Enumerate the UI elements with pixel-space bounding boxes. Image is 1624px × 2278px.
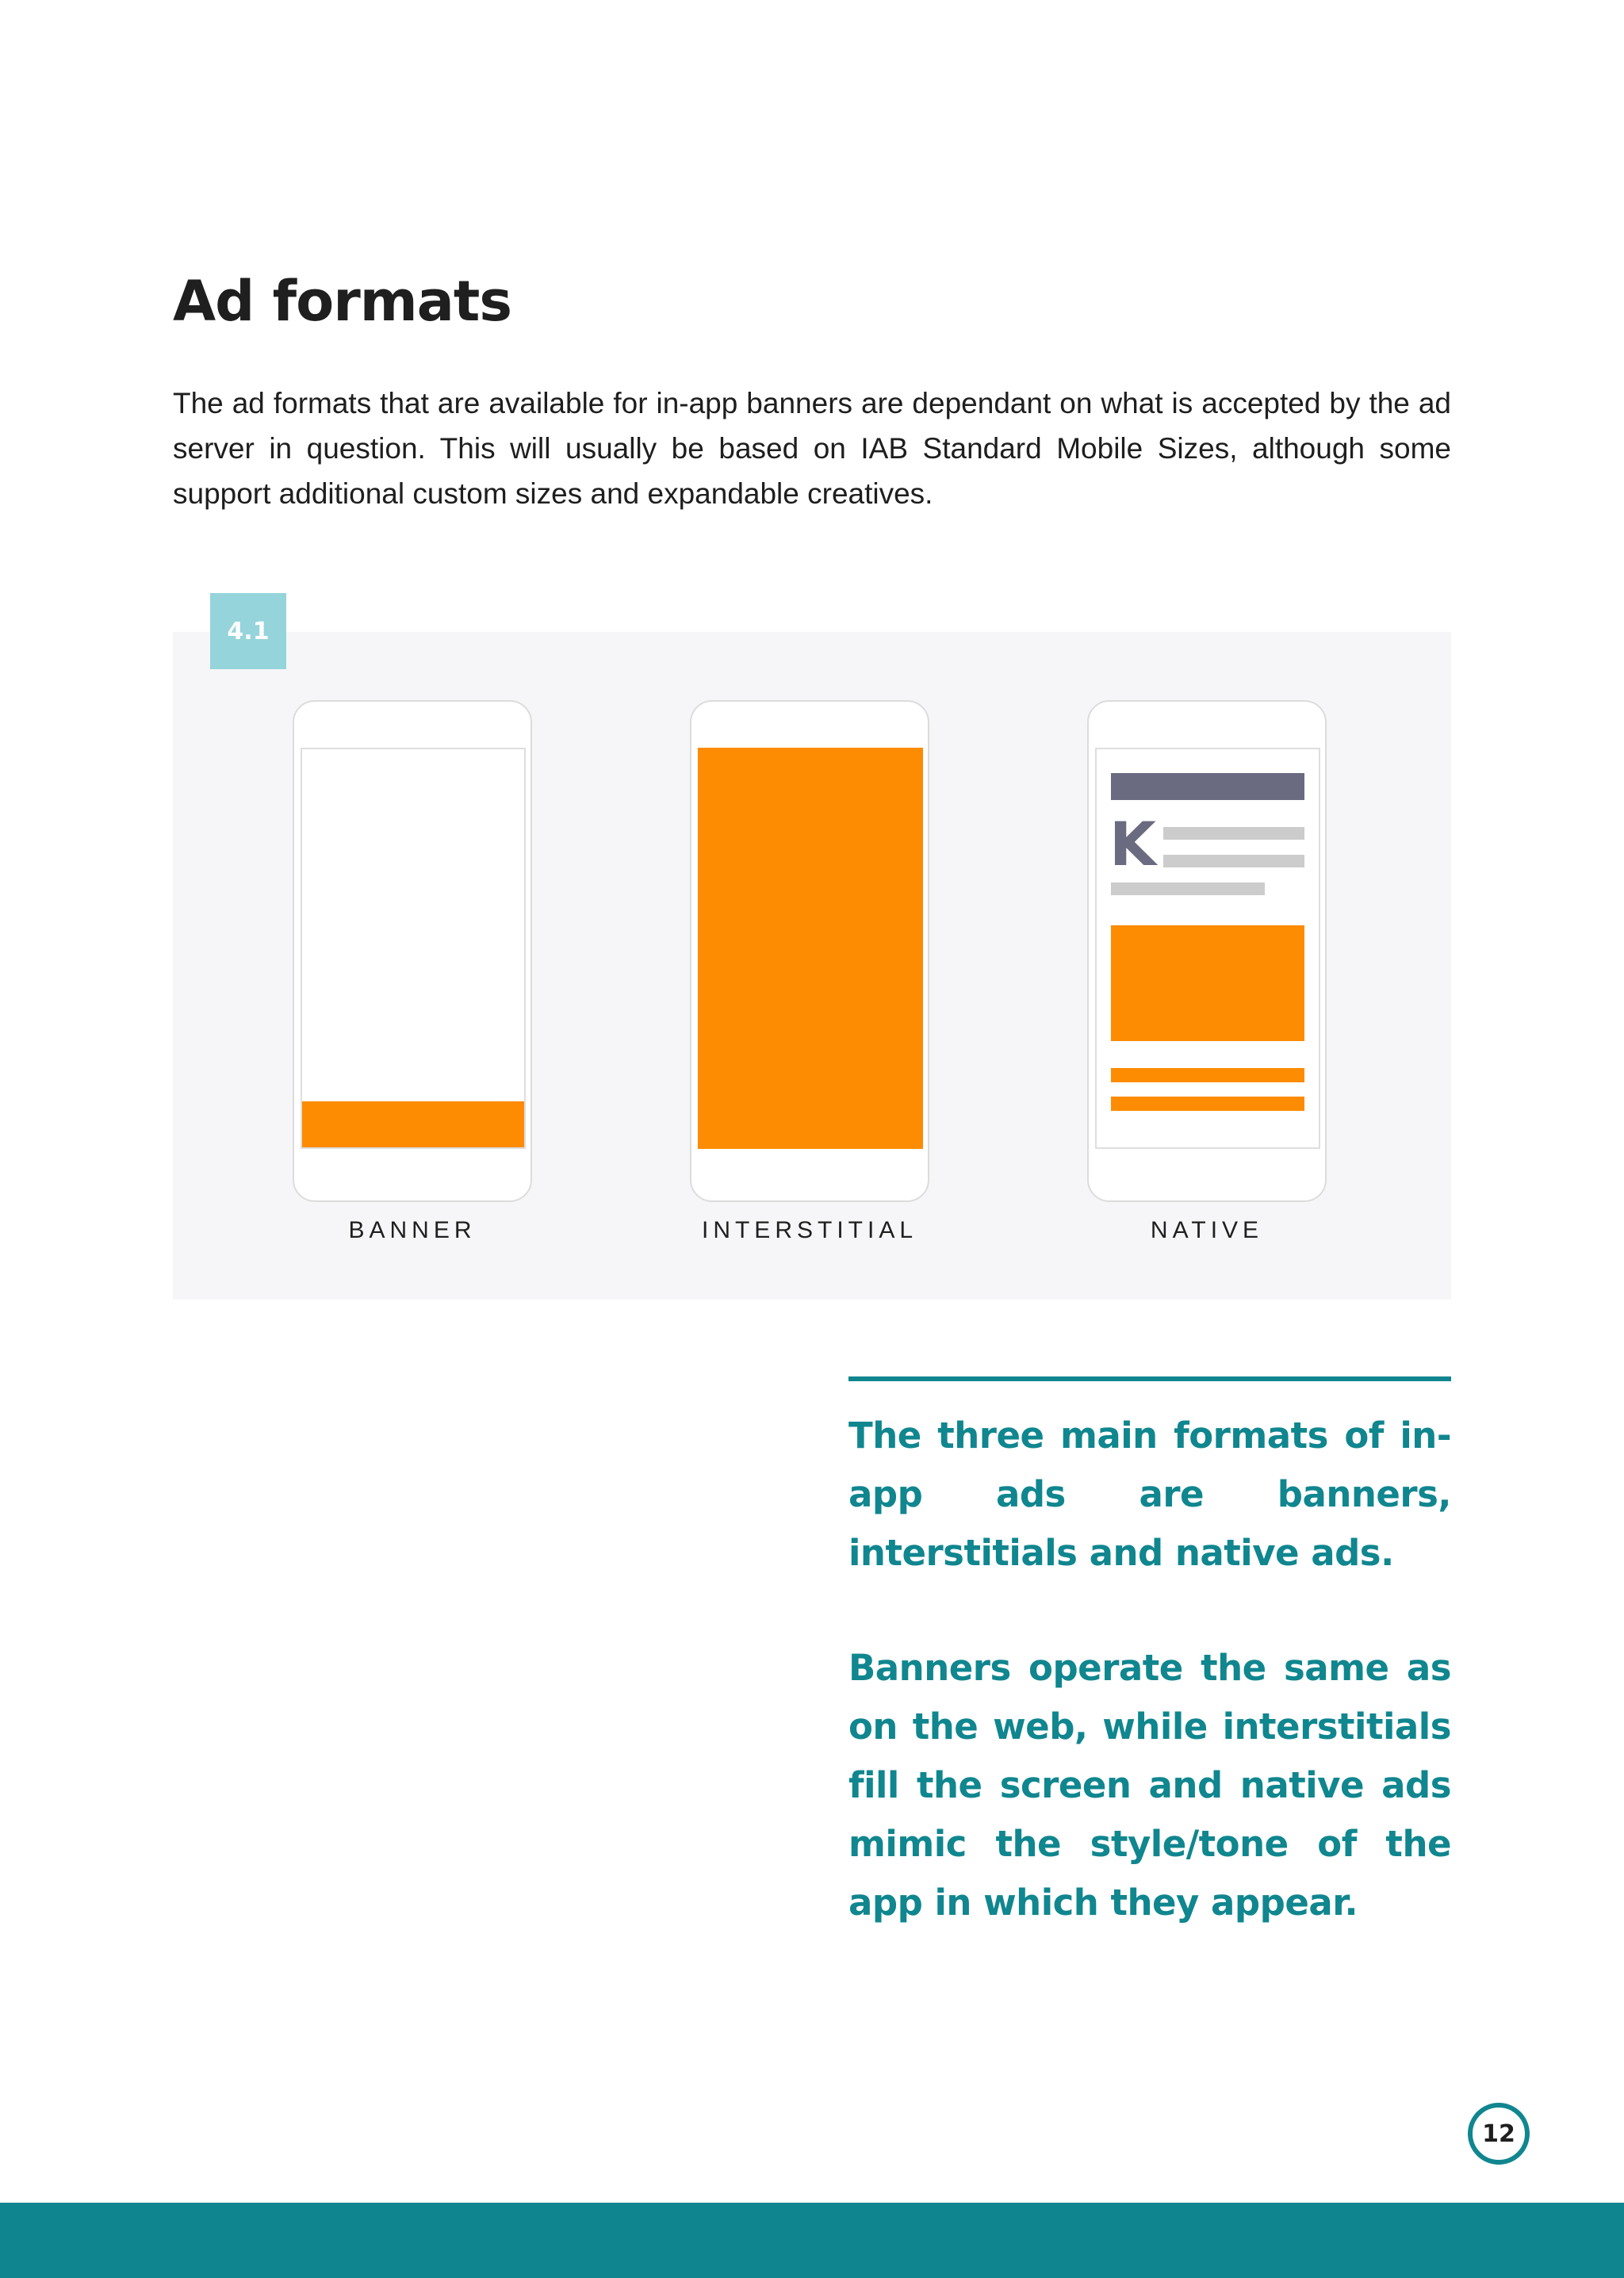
native-app-logo: K: [1109, 809, 1156, 879]
footer-band: [0, 2203, 1624, 2278]
interstitial-label: INTERSTITIAL: [701, 1217, 918, 1243]
banner-phone-mockup: [293, 700, 532, 1202]
banner-ad-strip: [302, 1101, 524, 1147]
page-number-badge: 12: [1468, 2103, 1530, 2165]
native-header-bar: [1111, 773, 1304, 800]
callout-paragraph: Banners operate the same as on the web, while interstitials fill the screen and native ads mimic the style/tone of the app in which they appear.: [848, 1647, 1451, 1924]
interstitial-phone-mockup: [690, 700, 929, 1202]
native-text-line: [1163, 855, 1304, 867]
native-phone-screen: [1095, 748, 1320, 1149]
callout-rule: [848, 1376, 1451, 1381]
banner-phone-screen: [301, 748, 526, 1149]
native-text-line: [1163, 827, 1304, 840]
native-ad-line: [1111, 1068, 1304, 1082]
intro-paragraph: The ad formats that are available for in-app banners are dependant on what is accepted by the ad server in question. This will usually be based on IAB Standard Mobile Sizes, although some support additional custom sizes and expandable creatives.: [173, 387, 1451, 510]
page-title: Ad formats: [173, 269, 512, 334]
callout-paragraph: The three main formats of in-app ads are banners, interstitials and native ads.: [848, 1415, 1451, 1574]
native-ad-line: [1111, 1097, 1304, 1111]
interstitial-ad-fill: [698, 748, 923, 1149]
banner-label: BANNER: [348, 1217, 477, 1243]
native-label: NATIVE: [1150, 1217, 1264, 1243]
figure-number-badge: 4.1: [210, 593, 286, 669]
native-ad-image: [1111, 925, 1304, 1041]
native-phone-mockup: [1087, 700, 1327, 1202]
native-text-line: [1111, 882, 1265, 895]
